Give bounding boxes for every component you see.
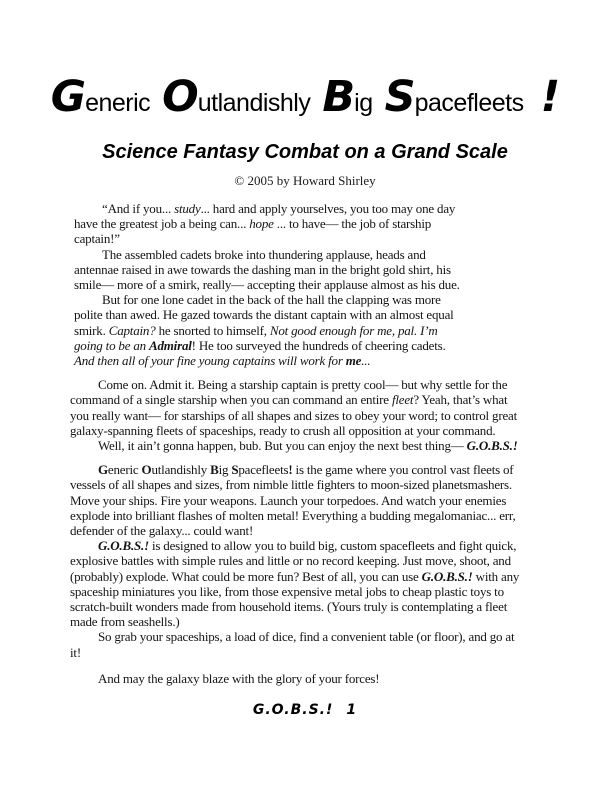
paragraph	[70, 438, 572, 453]
text-segment: smirk.	[74, 322, 109, 338]
document-body	[70, 201, 572, 686]
text-segment: it!	[70, 644, 81, 660]
title-initial-letter: B	[322, 72, 355, 122]
text-segment: S	[231, 462, 239, 478]
paragraph	[70, 377, 572, 438]
text-line	[70, 584, 572, 599]
text-segment: defender of the galaxy... could want!	[70, 523, 254, 539]
text-line	[70, 614, 572, 629]
footer-title: G.O.B.S.!	[252, 702, 334, 718]
text-segment: And may the galaxy blaze with the glory of your forces!	[98, 670, 380, 686]
title-word-rest: pacefleets	[414, 89, 524, 117]
text-segment: Captain?	[108, 322, 156, 338]
text-segment: study	[174, 201, 201, 216]
paragraph	[74, 247, 572, 293]
text-segment: is designed to allow you to build big, custom spacefleets and fight quick,	[148, 538, 517, 554]
page-number: 1	[346, 702, 358, 718]
text-segment: antennae raised in awe towards the dashing man in the bright gold shirt, his	[74, 261, 451, 277]
text-line	[74, 353, 572, 368]
text-segment: G.O.B.S.!	[98, 538, 149, 554]
text-line	[74, 201, 572, 216]
title-exclamation: !	[540, 72, 560, 122]
text-line	[74, 323, 572, 338]
text-segment: The assembled cadets broke into thundering applause, heads and	[102, 246, 426, 262]
paragraph	[70, 629, 572, 659]
text-segment: going to be an	[74, 337, 149, 353]
text-segment: But for one lone cadet in the back of the hall the clapping was more	[102, 292, 441, 308]
text-line	[74, 231, 572, 246]
text-segment: vessels of all shapes and sizes, from nimble little fighters to moon-sized planetsmashers.	[70, 477, 512, 493]
text-line	[70, 671, 572, 686]
text-segment: me	[345, 353, 362, 369]
text-segment: G.O.B.S.!	[421, 568, 473, 584]
text-line	[70, 569, 572, 584]
text-line	[70, 508, 572, 523]
text-segment: B	[210, 462, 219, 478]
text-line	[70, 392, 572, 407]
text-segment: !	[288, 462, 293, 478]
text-line	[74, 247, 572, 262]
page-title	[0, 74, 610, 126]
text-line	[70, 523, 572, 538]
text-segment: is the game where you control vast fleets of	[292, 462, 514, 478]
text-line	[70, 493, 572, 508]
pitch-section	[70, 462, 572, 660]
text-line	[70, 599, 572, 614]
text-line	[70, 538, 572, 553]
page-footer	[0, 702, 610, 718]
title-initial-letter: G	[50, 72, 86, 122]
title-word-rest: eneric	[85, 89, 151, 117]
text-line	[70, 462, 572, 477]
text-segment: made from seashells.)	[70, 614, 180, 630]
title-word-rest: ig	[354, 89, 373, 117]
text-line	[70, 645, 572, 660]
text-segment: pacefleets	[238, 462, 289, 478]
text-segment: Not good enough for me, pal. I’m	[269, 322, 438, 338]
text-segment: hope	[249, 216, 274, 232]
intro-section	[70, 377, 572, 453]
text-segment: with any	[472, 568, 520, 584]
text-segment: (probably) explode. What could be more fun? Best of all, you can use	[70, 568, 422, 584]
paragraph	[70, 538, 572, 629]
text-segment: G	[98, 462, 108, 478]
text-segment: smile— more of a smirk, really— accepting their applause almost as his due.	[74, 277, 460, 293]
title-word	[385, 74, 524, 126]
text-line	[74, 338, 572, 353]
text-line	[70, 629, 572, 644]
text-segment: polite than awed. He gazed towards the distant captain with an almost equal	[74, 307, 454, 323]
text-segment: ! He too surveyed the hundreds of cheering cadets.	[191, 337, 446, 353]
paragraph	[70, 671, 572, 686]
text-segment: captain!”	[74, 231, 120, 247]
text-segment: eneric	[107, 462, 142, 478]
text-segment: have the greatest job a being can...	[74, 216, 250, 232]
text-segment: G.O.B.S.!	[466, 438, 518, 454]
text-segment: ...	[361, 353, 371, 369]
text-segment: fleet	[391, 392, 414, 408]
text-line	[70, 477, 572, 492]
text-line	[70, 377, 572, 392]
text-line	[74, 307, 572, 322]
text-segment: spaceship miniatures you like, from those expensive metal jobs to cheap plastic toys to	[70, 583, 504, 599]
text-line	[74, 216, 572, 231]
paragraph	[74, 292, 572, 368]
text-segment: Move your ships. Fire your weapons. Launch your torpedoes. And watch your enemies	[70, 492, 507, 508]
story-section	[70, 201, 572, 368]
paragraph	[74, 201, 572, 247]
text-line	[70, 408, 572, 423]
text-line	[74, 262, 572, 277]
text-segment: Admiral	[149, 337, 192, 353]
text-segment: ig	[218, 462, 232, 478]
copyright-line: © 2005 by Howard Shirley	[234, 173, 376, 188]
text-segment: galaxy-spanning fleets of spaceships, ready to crush all opposition at your command.	[70, 422, 496, 438]
text-segment: So grab your spaceships, a load of dice, find a convenient table (or floor), and go at	[98, 629, 515, 645]
text-segment: “And if you...	[102, 201, 175, 216]
text-segment: scratch-built wonders made from household items. (Yours truly is contemplating a fleet	[70, 599, 508, 615]
text-segment: Come on. Admit it. Being a starship captain is pretty cool— but why settle for the	[98, 377, 508, 393]
title-initial-letter: O	[162, 72, 198, 122]
text-segment: explosive battles with simple rules and little or no record keeping. Just move, shoot, and	[70, 553, 511, 569]
title-word-rest: utlandishly	[197, 89, 311, 117]
text-segment: Well, it ain’t gonna happen, bub. But you can enjoy the next best thing—	[98, 438, 467, 454]
text-line	[70, 423, 572, 438]
text-line	[74, 292, 572, 307]
text-segment: ... to have— the job of starship	[273, 216, 432, 232]
title-word	[322, 74, 372, 126]
text-line	[70, 438, 572, 453]
text-segment: O	[141, 462, 152, 478]
text-segment: ... hard and apply yourselves, you too may one day	[200, 201, 456, 216]
closing-section	[70, 671, 572, 686]
title-word	[51, 74, 150, 126]
title-initial-letter: S	[384, 72, 415, 122]
text-segment: you really want— for starships of all shapes and sizes to obey your word; to control great	[70, 407, 517, 423]
text-segment: ? Yeah, that’s what	[413, 392, 508, 408]
text-segment: he snorted to himself,	[155, 322, 270, 338]
subtitle: Science Fantasy Combat on a Grand Scale	[102, 141, 508, 163]
text-segment: command of a single starship when you can command an entire	[70, 392, 392, 408]
text-segment: And then all of your fine young captains will work for	[74, 353, 346, 369]
paragraph	[70, 462, 572, 538]
text-segment: utlandishly	[151, 462, 211, 478]
title-word	[162, 74, 310, 126]
text-segment: explode into brilliant flashes of molten metal! Everything a budding megalomaniac... err,	[70, 507, 516, 523]
text-line	[74, 277, 572, 292]
text-line	[70, 553, 572, 568]
